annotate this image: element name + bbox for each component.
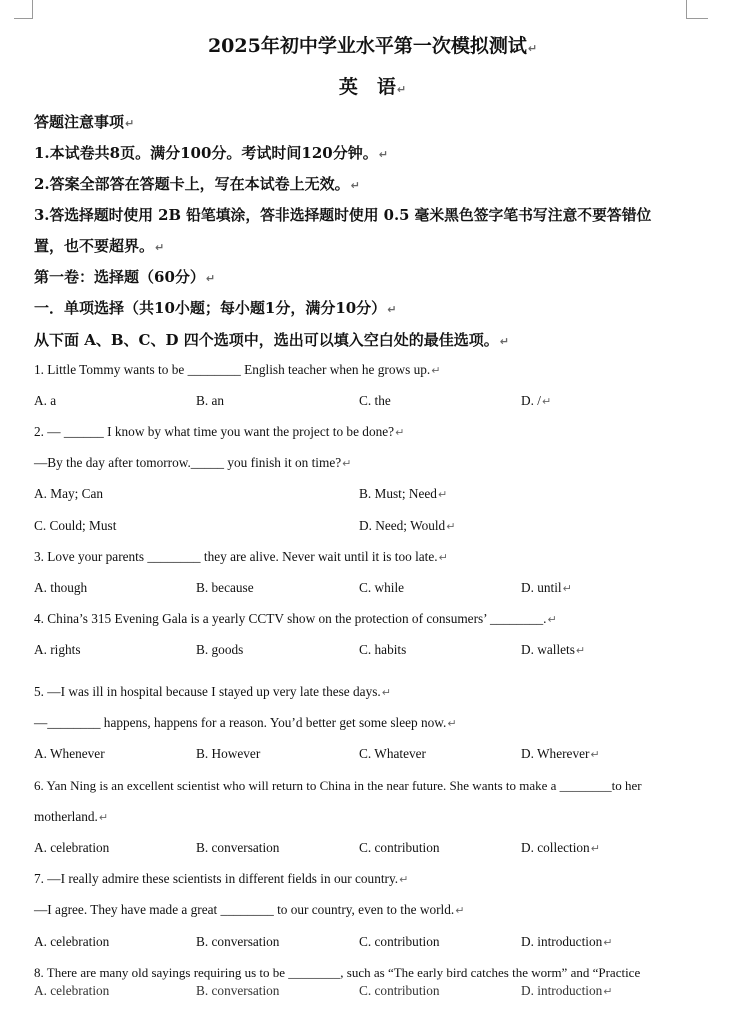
q7-option-b: B. conversation — [196, 934, 280, 949]
q6-option-c: C. contribution — [359, 840, 440, 855]
q8-option-d: D. introduction↵ — [521, 983, 613, 998]
question-5-stem: 5. —I was ill in hospital because I stayed up very late these days.↵ — [34, 684, 391, 699]
q5-option-d: D. Wherever↵ — [521, 746, 600, 761]
notice-2: 2.答案全部答在答题卡上，写在本试卷上无效。↵ — [34, 175, 360, 193]
notice-3-cont: 置，也不要超界。↵ — [34, 237, 165, 255]
question-1-stem: 1. Little Tommy wants to be ________ English teacher when he grows up.↵ — [34, 362, 441, 377]
question-5-stem-line2: —________ happens, happens for a reason. You’d better get some sleep now.↵ — [34, 715, 457, 730]
section-heading: 一．单项选择（共10小题；每小题1分，满分10分）↵ — [34, 299, 397, 317]
q4-option-d: D. wallets↵ — [521, 642, 586, 657]
q4-option-c: C. habits — [359, 642, 407, 657]
q5-option-a: A. Whenever — [34, 746, 105, 761]
q8-option-b: B. conversation — [196, 983, 280, 998]
question-6-stem: 6. Yan Ning is an excellent scientist who will return to China in the near future. She wants to make a ________to her — [34, 778, 642, 793]
question-3-stem: 3. Love your parents ________ they are alive. Never wait until it is too late.↵ — [34, 549, 448, 564]
q6-option-b: B. conversation — [196, 840, 280, 855]
part-heading: 第一卷：选择题（60分）↵ — [34, 268, 216, 286]
crop-mark-top-left-horizontal — [14, 18, 33, 19]
question-6-stem-line2: motherland.↵ — [34, 809, 109, 824]
q2-option-d: D. Need; Would↵ — [359, 518, 456, 533]
exam-title: 2025年初中学业水平第一次模拟测试↵ — [207, 35, 538, 57]
q5-option-b: B. However — [196, 746, 261, 761]
q8-option-c: C. contribution — [359, 983, 440, 998]
q7-option-d: D. introduction↵ — [521, 934, 613, 949]
question-2-stem: 2. — ______ I know by what time you want the project to be done?↵ — [34, 424, 405, 439]
q1-option-d: D. /↵ — [521, 393, 552, 408]
q1-option-c: C. the — [359, 393, 391, 408]
question-8-stem: 8. There are many old sayings requiring us to be ________, such as “The early bird catches the worm” and “Practice — [34, 965, 641, 980]
q2-option-a: A. May; Can — [34, 486, 104, 501]
crop-mark-top-right-horizontal — [686, 18, 708, 19]
notice-1: 1.本试卷共8页。满分100分。考试时间120分钟。↵ — [34, 144, 388, 162]
q7-option-a: A. celebration — [34, 934, 110, 949]
q2-option-c: C. Could; Must — [34, 518, 117, 533]
q6-option-a: A. celebration — [34, 840, 110, 855]
q3-option-c: C. while — [359, 580, 405, 595]
crop-mark-top-left-vertical — [32, 0, 33, 18]
q4-option-b: B. goods — [196, 642, 244, 657]
subject-title: 英 语↵ — [338, 76, 407, 98]
question-2-stem-line2: —By the day after tomorrow._____ you finish it on time?↵ — [34, 455, 352, 470]
q7-option-c: C. contribution — [359, 934, 440, 949]
q8-option-a: A. celebration — [34, 983, 110, 998]
q3-option-d: D. until↵ — [521, 580, 572, 595]
q1-option-b: B. an — [196, 393, 225, 408]
q5-option-c: C. Whatever — [359, 746, 426, 761]
question-7-stem: 7. —I really admire these scientists in different fields in our country.↵ — [34, 871, 409, 886]
instruction-text: 从下面 A、B、C、D 四个选项中，选出可以填入空白处的最佳选项。↵ — [34, 331, 509, 349]
q2-option-b: B. Must; Need↵ — [359, 486, 448, 501]
notice-heading: 答题注意事项↵ — [34, 113, 135, 131]
crop-mark-top-right-vertical — [686, 0, 687, 18]
q3-option-b: B. because — [196, 580, 254, 595]
q4-option-a: A. rights — [34, 642, 81, 657]
q6-option-d: D. collection↵ — [521, 840, 600, 855]
notice-3: 3.答选择题时使用 2B 铅笔填涂，答非选择题时使用 0.5 毫米黑色签字笔书写注意不要答错位 — [34, 207, 652, 224]
question-4-stem: 4. China’s 315 Evening Gala is a yearly CCTV show on the protection of consumers’ ________.↵ — [34, 611, 557, 626]
question-7-stem-line2: —I agree. They have made a great ________ to our country, even to the world.↵ — [34, 902, 465, 917]
q3-option-a: A. though — [34, 580, 88, 595]
q1-option-a: A. a — [34, 393, 57, 408]
